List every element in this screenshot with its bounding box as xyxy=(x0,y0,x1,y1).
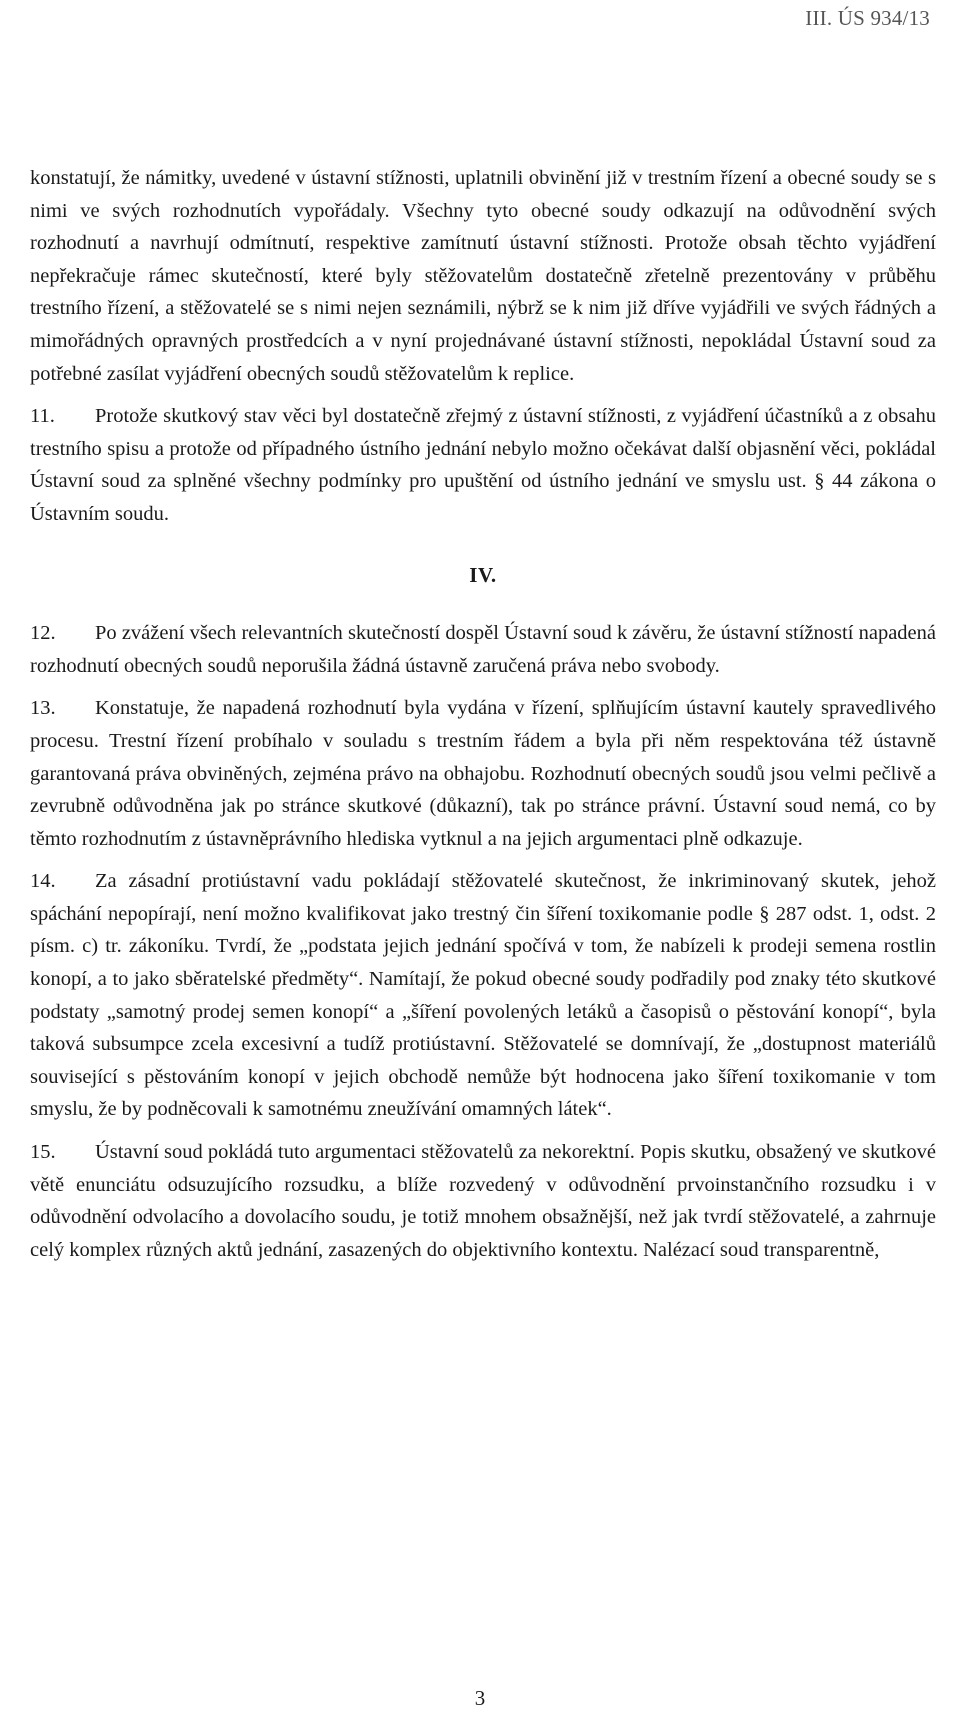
paragraph-number: 11. xyxy=(30,405,55,428)
paragraph-text: Protože skutkový stav věci byl dostatečně zřejmý z ústavní stížnosti, z vyjádření účastníků a z obsahu trestního spisu a protože od případného ústního jednání nebylo možno očekávat další objasnění věci, pokládal Ústavní soud za splněné všechny podmínky pro upuštění od ústního jednání ve smyslu ust. § 44 zákona o Ústavním soudu. xyxy=(30,405,936,525)
paragraph-15 xyxy=(30,1136,936,1266)
paragraph-number: 13. xyxy=(30,697,56,720)
paragraph-text: Za zásadní protiústavní vadu pokládají stěžovatelé skutečnost, že inkriminovaný skutek, jehož spáchání nepopírají, není možno kvalifikovat jako trestný čin šíření toxikomanie podle § 287 odst. 1, odst. 2 písm. c) tr. zákoníku. Tvrdí, že „podstata jejich jednání spočívá v tom, že nabízeli k prodeji semena rostlin konopí, a to jako sběratelské předměty“. Namítají, že pokud obecné soudy podřadily pod znaky této skutkové podstaty „samotný prodej semen konopí“ a „šíření povolených letáků a časopisů o pěstování konopí“, byla taková subsumpce zcela excesivní a tudíž protiústavní. Stěžovatelé se domnívají, že „dostupnost materiálů související s pěstováním konopí v jejich obchodě nemůže být hodnocena jako šíření toxikomanie v tom smyslu, že by podněcovali k samotnému zneužívání omamných látek“. xyxy=(30,870,936,1121)
paragraph-12 xyxy=(30,617,936,682)
paragraph-text: Ústavní soud pokládá tuto argumentaci stěžovatelů za nekorektní. Popis skutku, obsažený ve skutkové větě enunciátu odsuzujícího rozsudku, a blíže rozvedený v odůvodnění prvoinstančního rozsudku i v odůvodnění odvolacího a dovolacího soudu, je totiž mnohem obsažnější, než jak tvrdí stěžovatelé, a zahrnuje celý komplex různých aktů jednání, zasazených do objektivního kontextu. Nalézací soud transparentně, xyxy=(30,1141,936,1261)
case-reference: III. ÚS 934/13 xyxy=(805,6,930,30)
paragraph-text: Konstatuje, že napadená rozhodnutí byla vydána v řízení, splňujícím ústavní kautely spravedlivého procesu. Trestní řízení probíhalo v souladu s trestním řádem a byla při něm respektována též ústavně garantovaná práva obviněných, zejména právo na obhajobu. Rozhodnutí obecných soudů jsou velmi pečlivě a zevrubně odůvodněna jak po stránce skutkové (důkazní), tak po stránce právní. Ústavní soud nemá, co by těmto rozhodnutím z ústavněprávního hlediska vytknul a na jejich argumentaci plně odkazuje. xyxy=(30,697,936,850)
paragraph-text: Po zvážení všech relevantních skutečností dospěl Ústavní soud k závěru, že ústavní stížností napadená rozhodnutí obecných soudů neporušila žádná ústavně zaručená práva nebo svobody. xyxy=(30,622,936,677)
paragraph-13 xyxy=(30,692,936,855)
section-heading: IV. xyxy=(469,562,497,587)
paragraph-number: 14. xyxy=(30,870,56,893)
intro-paragraph: konstatují, že námitky, uvedené v ústavní stížnosti, uplatnili obvinění již v trestním řízení a obecné soudy se s nimi ve svých rozhodnutích vypořádaly. Všechny tyto obecné soudy odkazují na odůvodnění svých rozhodnutí a navrhují odmítnutí, respektive zamítnutí ústavní stížnosti. Protože obsah těchto vyjádření nepřekračuje rámec skutečností, které byly stěžovatelům dostatečně zřetelně prezentovány v průběhu trestního řízení, a stěžovatelé se s nimi nejen seznámili, nýbrž se k nim již dříve vyjádřili ve svých řádných a mimořádných opravných prostředcích a v nyní projednávané ústavní stížnosti, nepokládal Ústavní soud za potřebné zasílat vyjádření obecných soudů stěžovatelům k replice. xyxy=(30,167,936,385)
paragraph-11 xyxy=(30,400,936,530)
paragraph-14 xyxy=(30,865,936,1126)
document-body xyxy=(30,162,936,1266)
page-number: 3 xyxy=(474,1686,486,1710)
paragraph-number: 12. xyxy=(30,622,56,645)
paragraph-number: 15. xyxy=(30,1141,56,1164)
